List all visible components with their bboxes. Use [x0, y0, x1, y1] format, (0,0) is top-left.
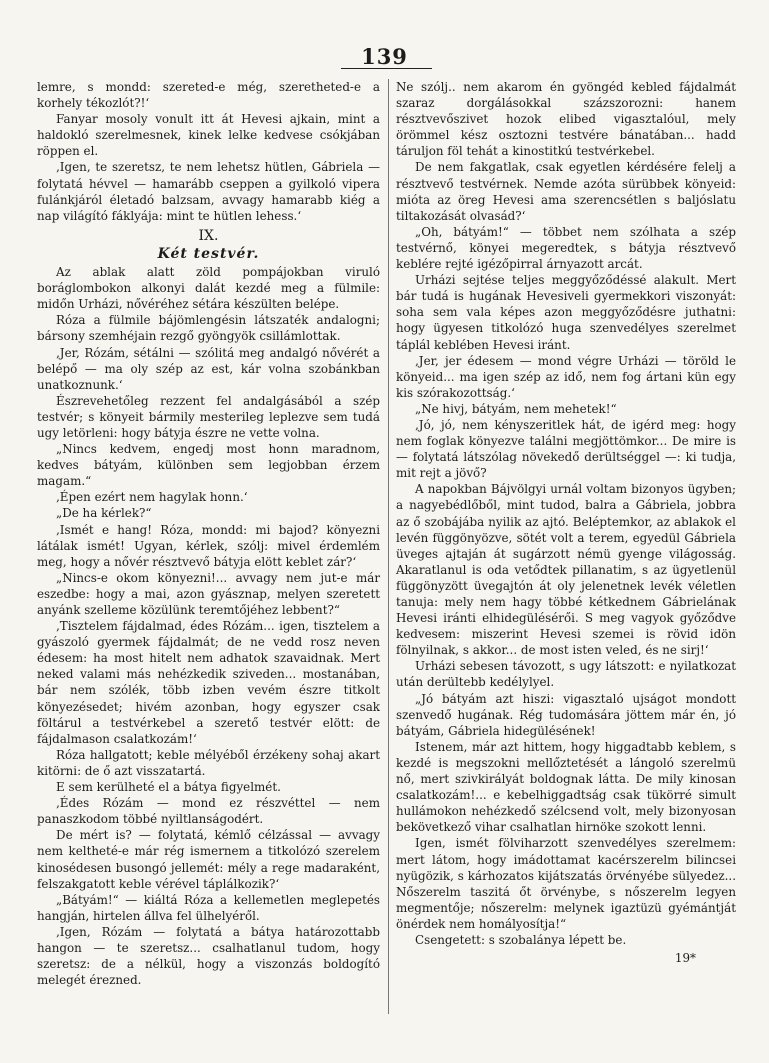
- section-number: IX.: [198, 227, 219, 244]
- paragraph: Az ablak alatt zöld pompájokban viruló boráglombokon alkonyi dalát kezdé meg a fülmile: midőn Urházi, nővéréhez sétára készülten belépe.: [37, 265, 380, 312]
- paragraph: „Jó bátyám azt hiszi: vigasztaló ujságot mondott szenvedő hugának. Rég tudomására jöttem már én, jó bátyám, Gábriela hidegülésének!: [396, 691, 736, 738]
- paragraph: „Nincs kedvem, engedj most honn maradnom, kedves bátyám, különben sem legjobban érzem magam.“: [37, 442, 380, 489]
- paragraph: „Ne hivj, bátyám, nem mehetek!“: [415, 401, 617, 416]
- paragraph: ‚Épen ezért nem hagylak honn.‘: [56, 490, 248, 505]
- signature-mark: 19*: [674, 951, 696, 966]
- paragraph: ‚Ismét e hang! Róza, mondd: mi bajod? könyezni látálak ismét! Ugyan, kérlek, szólj: mivel érdemlém meg, hogy a nővér résztvevő bátyja elött keblet zár?‘: [37, 522, 380, 569]
- paragraph: „Bátyám!“ — kiáltá Róza a kellemetlen meglepetés hangján, hirtelen állva fel ülhelyéről.: [37, 892, 380, 923]
- paragraph: Észrevehetőleg rezzent fel andalgásából a szép testvér; s könyeit bármily mesterileg leplezve sem tudá ugy letörleni: hogy bátyja észre ne vette volna.: [37, 393, 380, 440]
- paragraph: ‚Jer, Rózám, sétálni — szólitá meg andalgó nővérét a belépő — ma oly szép az est, kár volna szobánkban unatkoznunk.‘: [37, 345, 380, 392]
- paragraph: ‚Jó, jó, nem kényszeritlek hát, de igérd meg: hogy nem foglak könyezve találni megjöttömkor... De mire is — folytatá látszólag növekedő derültséggel —: ki tudja, mit rejt a jövő?: [396, 417, 736, 481]
- paragraph: Urházi sejtése teljes meggyőződéssé alakult. Mert bár tudá is hugának Hevesiveli gyermekkori viszonyát: soha sem vala képes azon meggyőződésre juthatni: hogy ügyesen titkolózó huga szenvedélyes szerelmet táplál keblében Hevesi iránt.: [396, 273, 736, 352]
- paragraph: Igen, ismét fölviharzott szenvedélyes szerelmem: mert látom, hogy imádottamat kacérszerelm bilincsei nyügözik, s kárhozatos kijátszatás örvényébe sülyedez... Nőszerelm taszitá őt örvénybe, s nőszerelm legyen megmentője; nőszerelm: melynek igaztüzü gyémántját önérdek nem homályosítja!“: [396, 836, 736, 931]
- paragraph: „De ha kérlek?“: [56, 506, 152, 521]
- paragraph: Istenem, már azt hittem, hogy higgadtabb keblem, s kezdé is megszokni mellőztetését a lángoló szerelmü nő, mert szivkirályát boldognak látta. De mily kinosan csalatkozám!... e kebelhiggadtság csak tükörré simult hullámokon nehézkedő szélcsend volt, mely bizonyosan bekövetkező vihar csalhatlan hirnöke szokott lenni.: [396, 739, 736, 835]
- paragraph: ‚Jer, jer édesem — mond végre Urházi — töröld le könyeid... ma igen szép az idő, nem fog ártani kün egy kis szórakozottság.‘: [396, 353, 736, 400]
- paragraph: „Oh, bátyám!“ — többet nem szólhata a szép testvérnő, könyei megeredtek, s bátyja résztvevő keblére rejté igézőpirral árnyazott arcát.: [396, 224, 736, 272]
- paragraph: ‚Tisztelem fájdalmad, édes Rózám... igen, tisztelem a gyászoló gyermek fájdalmát; de ne vedd rosz neven édesem: ha most hitelt nem adhatok szavaidnak. Mert neked valami más nehézkedik sziveden... mostanában, bár nem szólék, több izben vevém észre titkolt könyezésedet; hivém azonban, hogy egyszer csak föltárul a testvérkebel a szerető testvér elött: de fájdalmason csalatkozám!‘: [37, 619, 380, 746]
- paragraph: ‚Igen, te szeretsz, te nem lehetsz hütlen, Gábriela — folytatá hévvel — hamarább cseppen a gyilkoló vipera fulánkjáról életadó balzsam, avvagy hamarabb kiég a nap világító fáklyája: mint te hütlen lehess.‘: [37, 160, 380, 223]
- paragraph: lemre, s mondd: szereted-e még, szeretheted-e a korhely tékozlót?!‘: [37, 80, 380, 111]
- paragraph: Fanyar mosoly vonult itt át Hevesi ajkain, mint a haldokló szerelmesnek, kinek lelke kedvese csókjában röppen el.: [37, 112, 380, 159]
- paragraph: Urházi sebesen távozott, s ugy látszott: e nyilatkozat után derültebb kedélylyel.: [396, 659, 736, 690]
- paragraph: ‚Édes Rózám — mond ez részvéttel — nem panaszkodom többé nyiltlanságodért.: [37, 796, 380, 827]
- left-column: [37, 79, 380, 988]
- paragraph: E sem kerülheté el a bátya figyelmét.: [56, 780, 281, 795]
- paragraph: A napokban Bájvölgyi urnál voltam bizonyos ügyben; a nagyebédlőből, mint tudod, balra a Gábriela, jobbra az ő szobájába nyilik az ajtó. Beléptemkor, az ablakok el levén függönyözve, sötét volt a terem, egyedül Gábriela üveges ajtaján át sugárzott némü gyenge világosság. Akaratlanul is oda vetődtek pillanatim, s az ügyetlenül függönyzött üvegajtón át oly jelenetnek levék véletlen tanuja: mely nem hagy többé kétkednem Gábrielának Hevesi iránti elhidegülésérői. S meg vagyok győződve kedvesem: miszerint Hevesi szemei is rövid idön fölnyilnak, s akkor... de most isten veled, és ne sirj!‘: [396, 482, 736, 658]
- paragraph: Róza hallgatott; keble mélyéből érzékeny sohaj akart kitörni: de ő azt visszatartá.: [37, 747, 380, 778]
- paragraph: ‚Igen, Rózám — folytatá a bátya határozottabb hangon — te szeretsz... csalhatlanul tudom, hogy szeretsz: de a nélkül, hogy a viszonzás boldogító melegét érezned.: [37, 924, 380, 988]
- paragraph: Ne szólj.. nem akarom én gyöngéd kebled fájdalmát szaraz dorgálásokkal százszorozni: hanem résztvevőszivet hozok elibed vigasztalóul, mely örömmel kész osztozni testvére bánatában... hadd táruljon föl tehát a kinostitkú testvérkebel.: [396, 80, 736, 159]
- column-divider: [388, 79, 389, 1014]
- page-number: 139: [361, 44, 408, 69]
- paragraph: De nem fakgatlak, csak egyetlen kérdésére felelj a résztvevő testvérnek. Nemde azóta sürübbek könyeid: mióta az öreg Hevesi ama szerencsétlen s baljóslatu tiltakozását olvasád?‘: [396, 160, 736, 223]
- paragraph: De mért is? — folytatá, kémlő célzással — avvagy nem keltheté-e már rég ismernem a titkolózó szerelem kinosédesen busongó jellemét: mély a rege madaraként, felszakgatott keble vérével táplálkozik?‘: [37, 828, 380, 891]
- paragraph: Róza a fülmile bájömlengésin látszaték andalogni; bársony szemhéjain rezgő gyöngyök csillámlottak.: [37, 313, 380, 344]
- right-column: [396, 79, 736, 966]
- paragraph: Csengetett: s szobalánya lépett be.: [415, 932, 627, 947]
- chapter-title: Két testvér.: [157, 245, 260, 262]
- header-rule: [341, 68, 432, 69]
- paragraph: „Nincs-e okom könyezni!... avvagy nem jut-e már eszedbe: hogy a mai, azon gyásznap, melyen szeretett anyánk szelleme közülünk teremtőjéhez lebbent?“: [37, 570, 380, 617]
